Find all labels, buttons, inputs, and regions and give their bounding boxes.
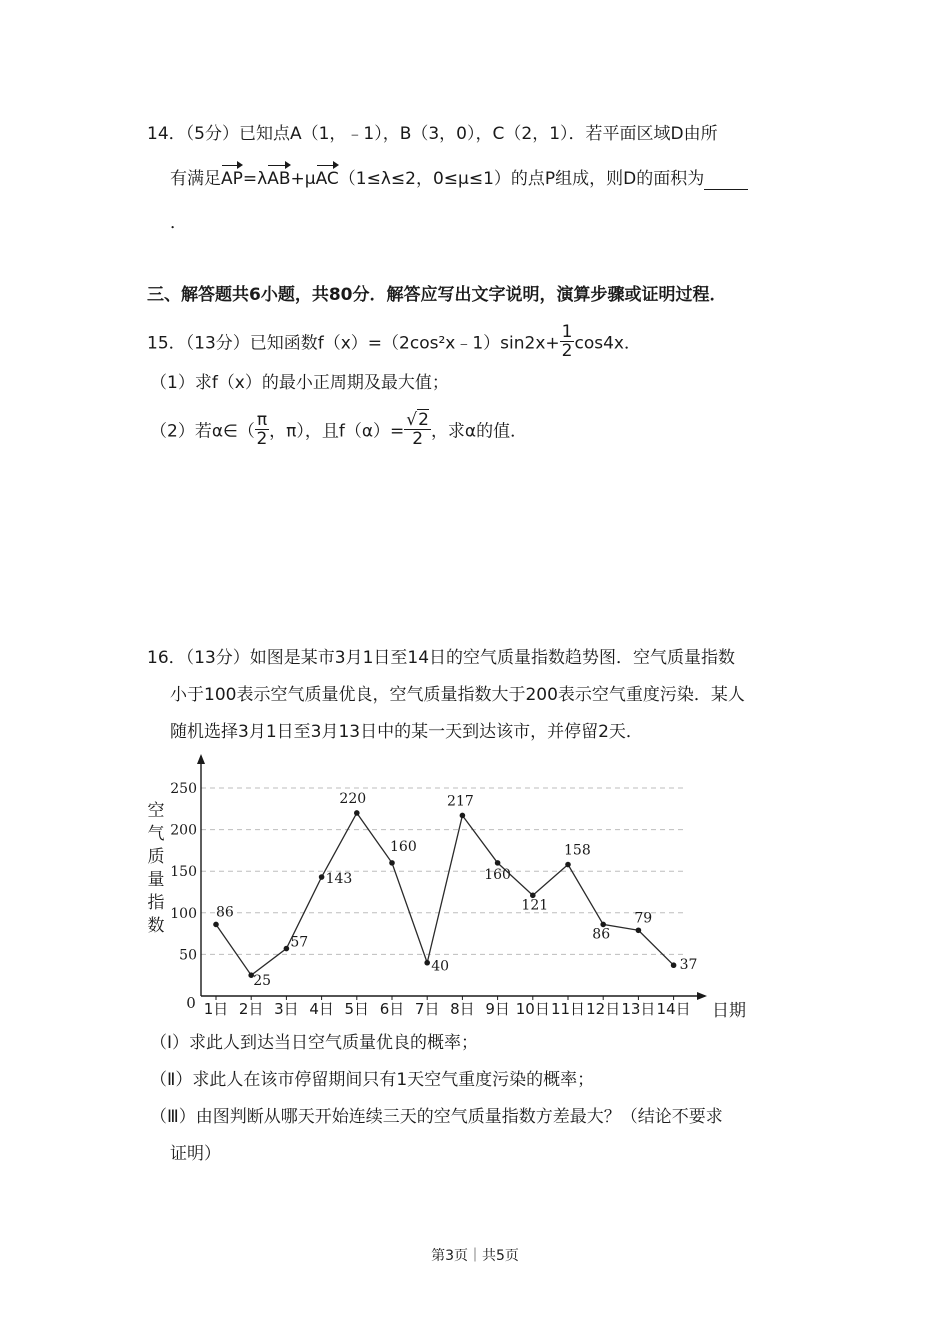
data-label: 86 <box>592 926 611 943</box>
q14-line2-prefix: 有满足 <box>170 169 221 189</box>
data-label: 121 <box>521 897 549 914</box>
data-label: 220 <box>339 790 367 807</box>
q14-line2-suffix: （1≤λ≤2，0≤μ≤1）的点P组成，则D的面积为 <box>338 169 705 189</box>
x-tick-label: 13日 <box>621 1000 656 1018</box>
fraction-one-half <box>560 323 575 360</box>
q14-eq-lambda: =λ <box>242 169 268 189</box>
y-tick-label: 50 <box>179 947 197 964</box>
q15-line1-suffix: cos4x． <box>574 333 641 354</box>
x-tick-label: 4日 <box>309 1000 334 1018</box>
q15-part2-suffix: ，求α的值． <box>430 421 528 442</box>
answer-blank <box>704 171 748 190</box>
x-tick-label: 7日 <box>414 1000 440 1018</box>
data-point <box>389 860 395 866</box>
x-axis-arrow <box>697 992 707 1000</box>
x-tick-label: 14日 <box>656 1000 691 1018</box>
data-label: 143 <box>325 871 353 888</box>
y-axis-label-char: 气 <box>147 824 165 844</box>
data-point <box>636 927 642 933</box>
data-label: 57 <box>290 934 309 951</box>
y-axis-label-char: 质 <box>147 847 165 867</box>
fraction-numerator: π <box>256 410 268 430</box>
y-tick-label: 150 <box>170 864 197 881</box>
q16-line2: 小于100表示空气质量优良，空气质量指数大于200表示空气重度污染．某人 <box>170 685 745 705</box>
data-label: 217 <box>447 793 474 810</box>
y-axis-arrow <box>197 754 205 764</box>
data-point <box>671 962 677 968</box>
air-quality-line-chart <box>140 748 760 1028</box>
y-axis-label-char: 量 <box>147 870 165 890</box>
section3-heading: 三、解答题共6小题，共80分．解答应写出文字说明，演算步骤或证明过程． <box>147 285 727 305</box>
y-axis-label-char: 指 <box>147 893 165 913</box>
data-point <box>495 860 501 866</box>
q16-line1: 16．（13分）如图是某市3月1日至14日的空气质量指数趋势图．空气质量指数 <box>147 648 736 668</box>
data-label: 160 <box>484 866 511 883</box>
x-tick-label: 2日 <box>238 1000 264 1018</box>
sqrt-radicand: 2 <box>418 410 429 430</box>
q16-part3-line1: （Ⅲ）由图判断从哪天开始连续三天的空气质量指数方差最大？（结论不要求 <box>150 1107 723 1127</box>
x-tick-label: 8日 <box>450 1000 475 1018</box>
data-label: 40 <box>431 958 450 975</box>
data-label: 25 <box>253 973 272 990</box>
data-label: 37 <box>679 957 698 974</box>
q16-part1: （Ⅰ）求此人到达当日空气质量优良的概率； <box>150 1033 479 1053</box>
q14-line3: ． <box>170 213 187 233</box>
x-tick-label: 1日 <box>203 1000 229 1018</box>
page-footer: 第3页｜共5页 <box>431 1248 519 1264</box>
fraction-pi-half <box>255 411 269 448</box>
vector-ab: AB <box>267 169 291 189</box>
x-tick-label: 9日 <box>485 1000 510 1018</box>
q15-line1-prefix: 15．（13分）已知函数f（x）=（2cos²x﹣1）sin2x+ <box>147 333 560 354</box>
q15-line1 <box>147 322 641 362</box>
data-point <box>284 946 290 952</box>
vector-ac: AC <box>315 169 339 189</box>
data-point <box>354 810 360 816</box>
x-tick-label: 12日 <box>586 1000 621 1018</box>
q16-line3: 随机选择3月1日至3月13日中的某一天到达该市，并停留2天． <box>170 722 643 742</box>
series-line <box>216 813 674 975</box>
y-tick-label: 200 <box>170 822 197 839</box>
data-point <box>319 874 325 880</box>
x-tick-label: 6日 <box>379 1000 405 1018</box>
y-axis-label-char: 数 <box>147 916 165 936</box>
y-tick-label: 250 <box>170 781 197 797</box>
q15-part2 <box>150 410 528 450</box>
q14-plus-mu: +μ <box>290 169 316 189</box>
data-label: 160 <box>390 838 417 855</box>
data-point <box>213 922 219 928</box>
fraction-sqrt2-half <box>404 411 431 448</box>
q16-part2: （Ⅱ）求此人在该市停留期间只有1天空气重度污染的概率； <box>150 1070 595 1090</box>
fraction-denominator: 2 <box>256 429 268 449</box>
fraction-denominator: 2 <box>412 429 424 449</box>
vector-ap: AP <box>221 169 243 189</box>
data-point <box>565 862 571 868</box>
y-tick-label: 100 <box>170 905 197 922</box>
x-tick-label: 11日 <box>550 1000 586 1018</box>
data-label: 86 <box>216 904 234 921</box>
q16-part3-line2: 证明） <box>170 1144 221 1164</box>
data-label: 158 <box>564 842 591 859</box>
fraction-denominator: 2 <box>561 341 573 361</box>
x-tick-label: 5日 <box>344 1000 370 1018</box>
fraction-numerator: √2 <box>406 410 429 430</box>
q15-part1: （1）求f（x）的最小正周期及最大值； <box>150 373 449 393</box>
fraction-numerator: 1 <box>561 322 573 342</box>
data-point <box>424 960 430 966</box>
q14-line2 <box>170 168 748 190</box>
x-axis-label: 日期 <box>712 1001 746 1021</box>
data-point <box>460 813 466 819</box>
y-axis-label-char: 空 <box>147 801 165 821</box>
q15-part2-prefix: （2）若α∈（ <box>150 421 255 442</box>
origin-label: 0 <box>186 994 196 1012</box>
q14-line1: 14．（5分）已知点A（1，﹣1），B（3，0），C（2，1）．若平面区域D由所 <box>147 124 718 144</box>
data-label: 79 <box>634 910 653 927</box>
q15-part2-mid: ，π），且f（α）= <box>269 421 405 442</box>
x-tick-label: 10日 <box>515 1000 550 1018</box>
x-tick-label: 3日 <box>274 1000 299 1018</box>
